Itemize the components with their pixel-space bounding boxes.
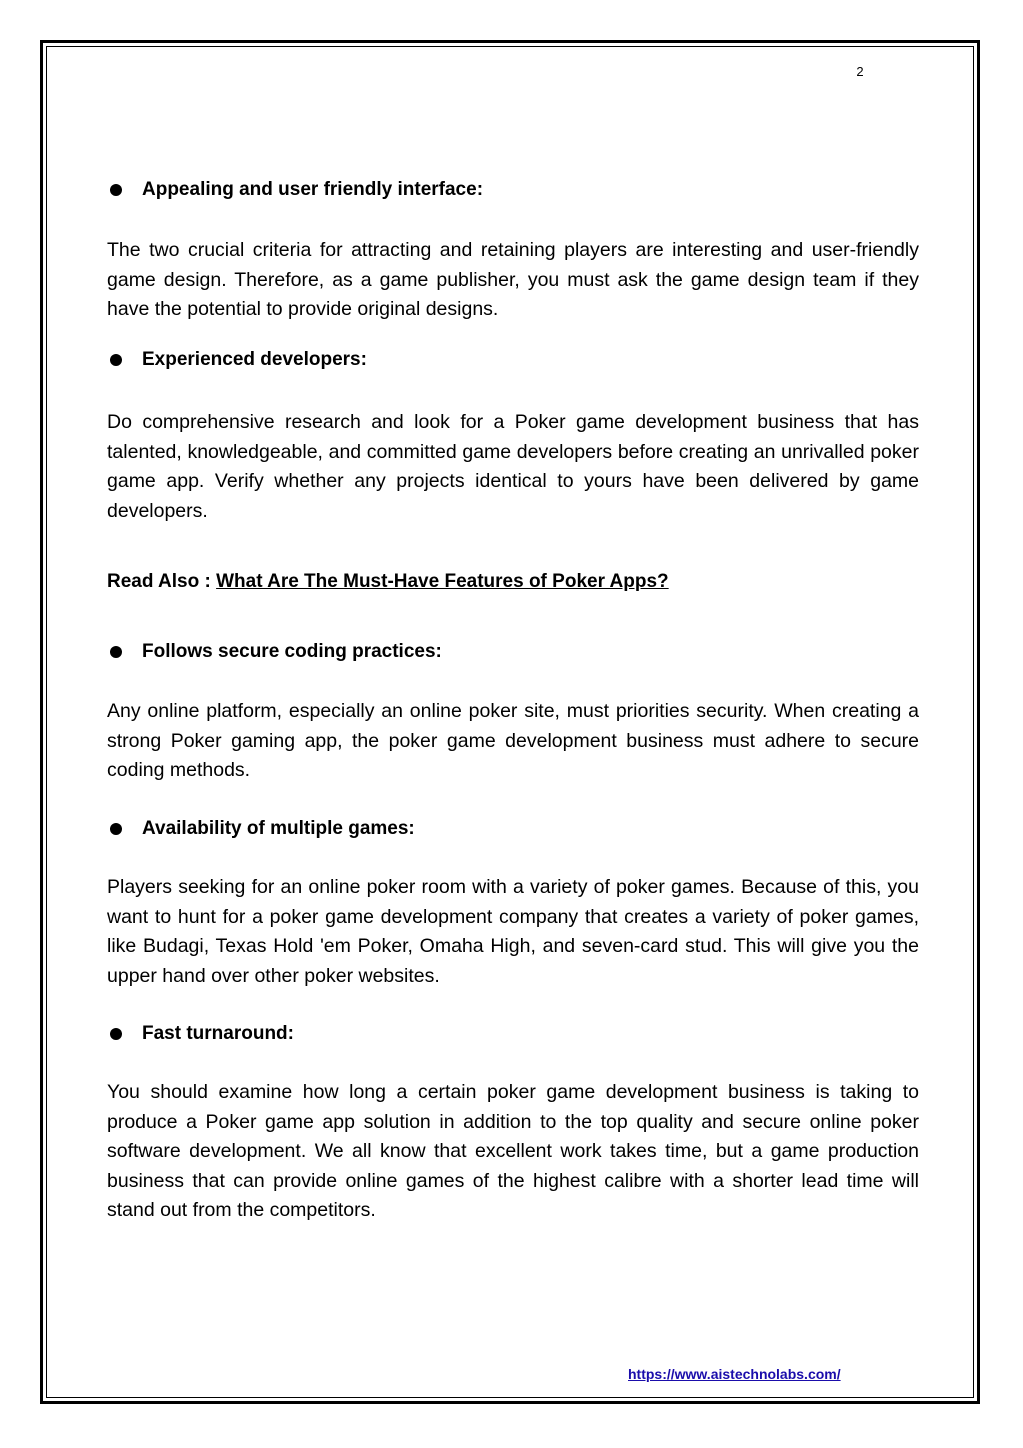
section-body-secure-coding: Any online platform, especially an online poker site, must priorities security. When creating a strong Poker gaming app, the poker game development business must adhere to secure coding methods.	[107, 700, 919, 781]
read-also-line	[107, 570, 669, 594]
section-body-multiple-games: Players seeking for an online poker room with a variety of poker games. Because of this, you want to hunt for a poker game development company that creates a variety of poker games, like Budagi, Texas Hold 'em Poker, Omaha High, and seven-card stud. This will give you the upper hand over other poker websites.	[107, 876, 919, 987]
heading-text: Appealing and user friendly interface:	[142, 179, 484, 200]
section-heading-interface	[107, 178, 483, 202]
page-number: 2	[856, 64, 864, 79]
section-body-developers: Do comprehensive research and look for a Poker game development business that has talented, knowledgeable, and committed game developers before creating an unrivalled poker game app. Verify whether any projects identical to yours have been delivered by game developers.	[107, 411, 919, 522]
read-also-prefix: Read Also :	[107, 571, 217, 592]
bullet-icon	[110, 646, 122, 658]
section-body-interface: The two crucial criteria for attracting and retaining players are interesting and user-friendly game design. Therefore, as a game publisher, you must ask the game design team if they have the potential to provide original designs.	[107, 239, 919, 320]
section-body-turnaround: You should examine how long a certain poker game development business is taking to produce a Poker game app solution in addition to the top quality and secure online poker software development. We all know that excellent work takes time, but a game production business that can provide online games of the highest calibre with a shorter lead time will stand out from the competitors.	[107, 1081, 919, 1221]
heading-text: Fast turnaround:	[142, 1023, 294, 1044]
read-also-link[interactable]: What Are The Must-Have Features of Poker Apps?	[216, 571, 669, 592]
footer-website-link[interactable]: https://www.aistechnolabs.com/	[628, 1366, 841, 1382]
heading-text: Availability of multiple games:	[142, 818, 415, 839]
section-heading-developers	[107, 348, 367, 372]
bullet-icon	[110, 354, 122, 366]
section-heading-secure-coding	[107, 640, 442, 664]
bullet-icon	[110, 823, 122, 835]
section-heading-multiple-games	[107, 817, 415, 841]
heading-text: Follows secure coding practices:	[142, 641, 442, 662]
section-heading-turnaround	[107, 1022, 294, 1046]
bullet-icon	[110, 184, 122, 196]
bullet-icon	[110, 1028, 122, 1040]
heading-text: Experienced developers:	[142, 349, 367, 370]
